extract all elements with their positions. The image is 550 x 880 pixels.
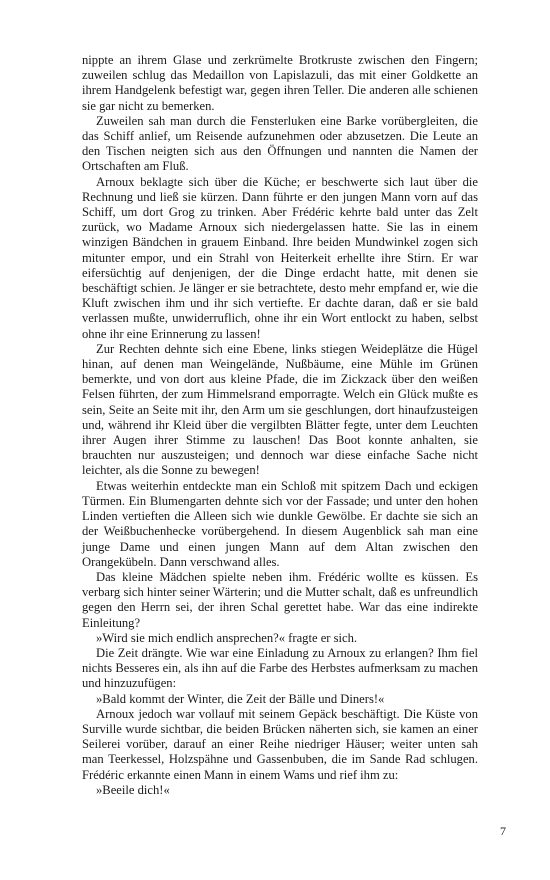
paragraph: »Bald kommt der Winter, die Zeit der Bälle und Diners!« bbox=[96, 691, 385, 706]
paragraph: nippte an ihrem Glase und zerkrümelte Brotkruste zwischen den Fingern; zuweilen schlug das Medaillon von Lapislazuli, das mit einer Goldkette an ihrem Handgelenk befestigt war, gegen ihren Teller. Die anderen alle schienen sie gar nicht zu bemerken. bbox=[82, 53, 478, 113]
paragraph: Etwas weiterhin entdeckte man ein Schloß mit spitzem Dach und eckigen Türmen. Ein Blumengarten dehnte sich vor der Fassade; und unter den hohen Linden vertieften die Alleen sich wie dunkle Gewölbe. Er dachte sie sich an der Weißbuchenhecke vorübergehend. In diesem Augenblick sah man eine junge Dame und einen jungen Mann auf dem Altan zwischen den Orangekübeln. Dann verschwand alles. bbox=[82, 478, 478, 569]
paragraph: Zur Rechten dehnte sich eine Ebene, links stiegen Weideplätze die Hügel hinan, auf denen man Weingelände, Nußbäume, eine Mühle im Grünen bemerkte, und von dort aus kleine Pfade, die im Zickzack über den weißen Felsen führten, der zum Himmelsrand emporragte. Welch ein Glück mußte es sein, Seite an Seite mit ihr, den Arm um sie geschlungen, dort hinaufzusteigen und, während ihr Kleid über die vergilbten Blätter fegte, unter dem Leuchten ihrer Augen ihrer Stimme zu lauschen! Das Boot konnte anhalten, sie brauchten nur auszusteigen; und dennoch war diese einfache Sache nicht leichter, als die Sonne zu bewegen! bbox=[82, 341, 478, 478]
paragraph: Die Zeit drängte. Wie war eine Einladung zu Arnoux zu erlangen? Ihm fiel nichts Besseres ein, als ihn auf die Farbe des Herbstes aufmerksam zu machen und hinzuzufügen: bbox=[82, 645, 478, 691]
paragraph: Arnoux beklagte sich über die Küche; er beschwerte sich laut über die Rechnung und ließ sie kürzen. Dann führte er den jungen Mann vorn auf das Schiff, um dort Grog zu trinken. Aber Frédéric kehrte bald unter das Zelt zurück, wo Madame Arnoux sich niedergelassen hatte. Sie las in einem winzigen Bändchen in grauem Einband. Ihre beiden Mundwinkel zogen sich mitunter empor, und ein Strahl von Heiterkeit erhellte ihre Stirn. Er war eifersüchtig auf denjenigen, der die Dinge erdacht hatte, mit denen sie beschäftigt schien. Je länger er sie betrachtete, desto mehr empfand er, wie die Kluft zwischen ihm und ihr sich vertiefte. Er dachte daran, daß er sie bald verlassen mußte, unwiderruflich, ohne ihr ein Wort entlockt zu haben, selbst ohne ihr eine Erinnerung zu lassen! bbox=[82, 174, 478, 341]
page-number: 7 bbox=[500, 824, 506, 838]
paragraph: »Beeile dich!« bbox=[96, 782, 170, 797]
paragraph: Das kleine Mädchen spielte neben ihm. Frédéric wollte es küssen. Es verbarg sich hinter seiner Wärterin; und die Mutter schalt, daß es unfreundlich gegen den Herrn sei, der ihren Schal gerettet habe. War das eine indirekte Einleitung? bbox=[82, 569, 478, 630]
paragraph: Zuweilen sah man durch die Fensterluken eine Barke vorübergleiten, die das Schiff anlief, um Reisende aufzunehmen oder abzusetzen. Die Leute an den Tischen neigten sich aus den Öffnungen und nannten die Namen der Ortschaften am Fluß. bbox=[82, 113, 478, 174]
paragraph: Arnoux jedoch war vollauf mit seinem Gepäck beschäftigt. Die Küste von Surville wurde sichtbar, die beiden Brücken näherten sich, sie kamen an einer Seilerei vorüber, darauf an einer Reihe niedriger Häuser; weiter unten sah man Teerkessel, Holzspähne und Gassenbuben, die im Sande Rad schlugen. Frédéric erkannte einen Mann in einem Wams und rief ihm zu: bbox=[82, 706, 478, 782]
body-text bbox=[82, 53, 478, 798]
paragraph: »Wird sie mich endlich ansprechen?« fragte er sich. bbox=[96, 630, 358, 645]
